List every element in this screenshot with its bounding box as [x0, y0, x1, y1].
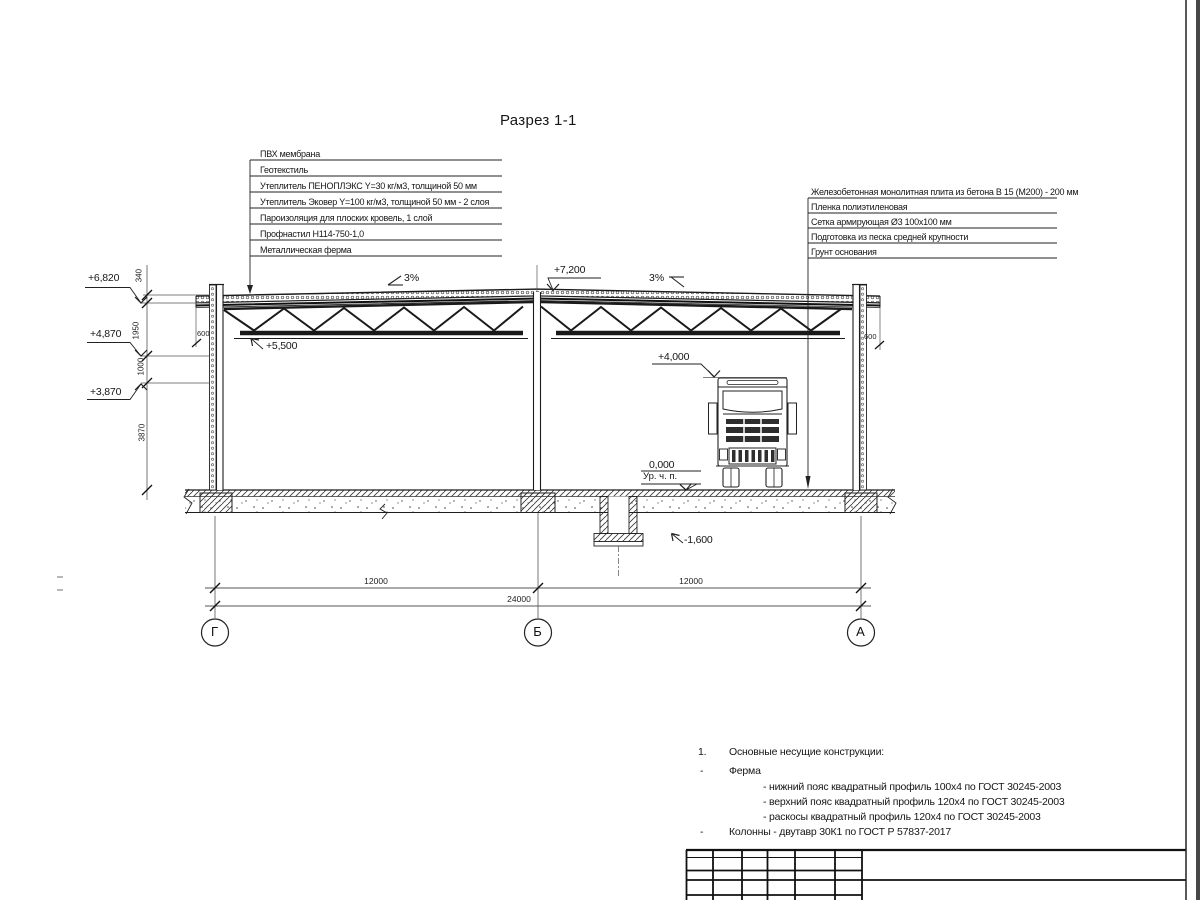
- wall-left: [209, 285, 224, 491]
- dim-1950: 1950: [131, 321, 141, 340]
- truck-lower-grille: [732, 450, 775, 462]
- roof-layer-label: Металлическая ферма: [260, 245, 352, 255]
- elevation-pit: -1,600: [684, 534, 713, 546]
- dim-total: 24000: [507, 594, 531, 604]
- note-dash: -: [700, 765, 704, 777]
- note-columns: Колонны - двутавр 30К1 по ГОСТ Р 57837-2017: [729, 826, 952, 838]
- elevation-truss-bottom: +5,500: [266, 340, 298, 352]
- dim-600-right: 600: [864, 332, 877, 341]
- slope-left-label: 3%: [404, 272, 420, 284]
- roof-layer-label: Пароизоляция для плоских кровель, 1 слой: [260, 213, 433, 223]
- dim-bay-right: 12000: [679, 576, 703, 586]
- roof-layer-label: Геотекстиль: [260, 165, 308, 175]
- left-dim-column: [85, 265, 210, 500]
- axis-bubble-b: Б: [533, 624, 542, 639]
- elevation-truss-support: +4,870: [90, 328, 122, 340]
- axis-bubble-a: А: [856, 624, 865, 639]
- dim-1000: 1000: [136, 357, 146, 376]
- roof-layer-label: Профнастил Н114-750-1,0: [260, 229, 364, 239]
- floor-layer-label: Подготовка из песка средней крупности: [811, 232, 969, 242]
- pit-foundation: [594, 497, 643, 577]
- dim-bay-left: 12000: [364, 576, 388, 586]
- elevation-floor: 0,000: [649, 459, 675, 471]
- truck-grille: [726, 419, 779, 442]
- floor-layer-label: Пленка полиэтиленовая: [811, 202, 908, 212]
- truck: [703, 378, 797, 488]
- truss-right: [541, 302, 852, 339]
- dim-340: 340: [134, 268, 144, 283]
- elevation-wall-top: +3,870: [90, 386, 122, 398]
- dim-3870: 3870: [137, 423, 147, 442]
- floor-layer-label: Грунт основания: [811, 247, 877, 257]
- roof-layer-label: Утеплитель ПЕНОПЛЭКС Y=30 кг/м3, толщиной 50 мм: [260, 181, 477, 191]
- sheet-frame: [1186, 0, 1200, 900]
- note-item: - раскосы квадратный профиль 120х4 по ГОСТ 30245-2003: [763, 811, 1041, 823]
- slope-right-label: 3%: [649, 272, 665, 284]
- axis-bubble-g: Г: [210, 624, 219, 639]
- floor-layer-label: Сетка армирующая Ø3 100х100 мм: [811, 217, 952, 227]
- floor-layer-label: Железобетонная монолитная плита из бетона В 15 (М200) - 200 мм: [811, 187, 1079, 197]
- note-heading: Основные несущие конструкции:: [729, 746, 884, 758]
- column-center: [534, 265, 541, 490]
- elevation-clearance: +4,000: [658, 351, 690, 363]
- drawing-title: Разрез 1-1: [500, 112, 577, 129]
- roof-layer-label: ПВХ мембрана: [260, 149, 320, 159]
- note-item: - верхний пояс квадратный профиль 120х4 по ГОСТ 30245-2003: [763, 796, 1065, 808]
- wall-right: [852, 285, 867, 491]
- note-dash: -: [700, 826, 704, 838]
- note-truss: Ферма: [729, 765, 761, 777]
- stray-marks: [57, 577, 63, 590]
- title-block: [686, 850, 1186, 900]
- dim-600-left: 600: [197, 329, 210, 338]
- roof-layer-label: Утеплитель Эковер Y=100 кг/м3, толщиной 50 мм - 2 слоя: [260, 197, 490, 207]
- note-number: 1.: [698, 746, 707, 758]
- elevation-ridge: +7,200: [554, 264, 586, 276]
- floor-level-label: Ур. ч. п.: [643, 471, 678, 482]
- note-item: - нижний пояс квадратный профиль 100х4 по ГОСТ 30245-2003: [763, 781, 1062, 793]
- elevation-parapet: +6,820: [88, 272, 120, 284]
- truss-left: [224, 302, 533, 339]
- slope-symbols: [388, 276, 684, 287]
